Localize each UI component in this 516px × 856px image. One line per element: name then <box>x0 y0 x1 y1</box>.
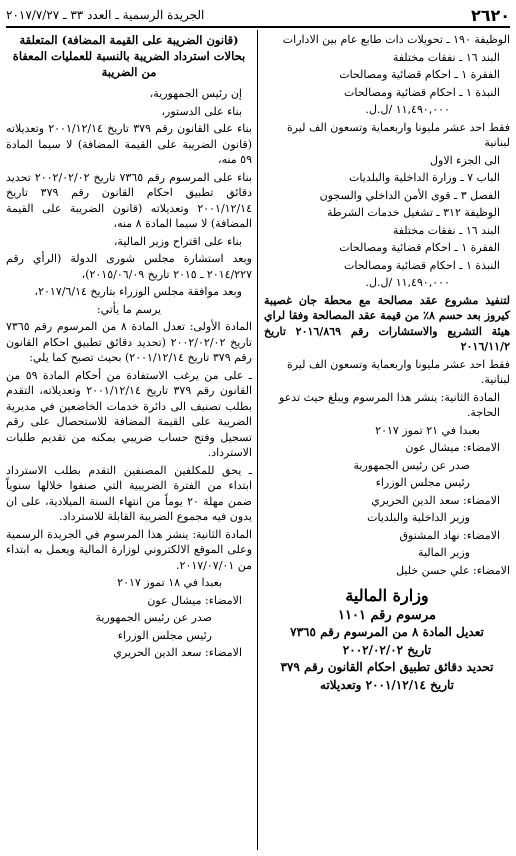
budget-line: البند ١٦ ـ نفقات مختلفة <box>392 50 500 64</box>
journal-title: الجريدة الرسمية ـ العدد ٣٣ ـ ٢٠١٧/٧/٢٧ <box>6 8 205 22</box>
decree-number: مرسوم رقم ١١٠١ <box>338 607 436 623</box>
left-column <box>6 32 252 663</box>
budget-line: الى الجزء الاول <box>430 153 500 167</box>
preamble-line: بناء على الدستور، <box>161 104 242 118</box>
amount-words: فقط احد عشر مليونا واربعماية وتسعون الف ليرة لبنانية. <box>286 357 510 386</box>
signature: الامضاء: ميشال عون <box>405 441 500 454</box>
signature: الامضاء: ميشال عون <box>147 593 242 607</box>
right-column <box>264 32 510 695</box>
article-two: المادة الثانية: ينشر هذا المرسوم في الجريدة الرسمية وعلى الموقع الالكتروني لوزارة المالية ويعمل به ابتداء من ٢٠١٧/٠٧/٠١. <box>6 527 252 572</box>
column-divider <box>257 30 258 850</box>
amount: ١١,٤٩٠,٠٠٠ /ل.ل. <box>365 276 450 289</box>
preamble-line: بناء على القانون رقم ٣٧٩ تاريخ ٢٠٠١/١٢/١٤ وتعديلاته (قانون الضريبة على القيمة المضافة) لا سيما المادة ٥٩ منه، <box>6 122 252 166</box>
issued-by: صدر عن رئيس الجمهورية <box>95 611 212 624</box>
section-title: وزارة المالية <box>345 586 429 605</box>
amount-words: فقط احد عشر مليونا واربعماية وتسعون الف ليرة لبنانية <box>286 120 510 149</box>
page-header <box>6 4 510 28</box>
page-number: ٢٦٢٠ <box>470 5 510 25</box>
decrees-line: يرسم ما يأتي: <box>96 302 162 316</box>
article-two: المادة الثانية: ينشر هذا المرسوم ويبلغ حيث تدعو الحاجة. <box>279 390 500 419</box>
preamble-line: وبعد موافقة مجلس الوزراء بتاريخ ٢٠١٧/٦/١٤، <box>34 285 242 298</box>
preamble-line: بناء على اقتراح وزير المالية، <box>113 234 242 248</box>
decree-subject-title: (قانون الضريبة على القيمة المضافة) المتعلقة بحالات استرداد الضريبة بالنسبة للعمليات المعفاة من الضريبة <box>12 33 246 79</box>
pm-title: رئيس مجلس الوزراء <box>117 628 212 642</box>
clause: ـ على من يرغب الاستفادة من أحكام المادة ٥٩ من القانون رقم ٣٧٩ تاريخ ٢٠٠١/١٢/١٤ وتعديلاته، التقدم بطلب تصنيف الى دائرة خدمات الخاضعين في مديرية الضريبة على القيمة المضافة للاستحصال على رقم تسجيل وفتح حساب ضريبي يمكنه من تقديم طلبات الاسترداد. <box>6 368 252 459</box>
decree-date: بعبدا في ١٨ تموز ٢٠١٧ <box>117 576 222 589</box>
budget-line: الباب ٧ ـ وزارة الداخلية والبلديات <box>349 171 500 184</box>
budget-line: الفقرة ١ ـ احكام قضائية ومصالحات <box>339 241 500 254</box>
decree-date: بعبدا في ٢١ تموز ٢٠١٧ <box>375 423 480 437</box>
issued-by: صدر عن رئيس الجمهورية <box>353 458 470 472</box>
amount: ١١,٤٩٠,٠٠٠ /ل.ل. <box>365 103 450 116</box>
budget-line: البند ١٦ ـ نفقات مختلفة <box>392 223 500 237</box>
budget-line: الوظيفة ٣١٢ ـ تشغيل خدمات الشرطة <box>326 206 500 219</box>
signature: الامضاء: سعد الدين الحريري <box>371 493 500 507</box>
decree-title: تاريخ ٢٠٠١/١٢/١٤ وتعديلاته <box>319 677 455 692</box>
signature: الامضاء: سعد الدين الحريري <box>113 646 242 659</box>
pm-title: رئيس مجلس الوزراء <box>375 476 470 489</box>
budget-line: الفصل ٣ ـ قوى الأمن الداخلي والسجون <box>319 188 500 202</box>
preamble-line: وبعد استشارة مجلس شورى الدولة (الرأي رقم ٢٠١٤/٢٢٧ ـ ٢٠١٥ تاريخ ٢٠١٥/٠٦/٠٩)، <box>6 252 252 281</box>
budget-line: النبذة ١ ـ احكام قضائية ومصالحات <box>344 258 500 272</box>
budget-line: الوظيفة ١٩٠ ـ تحويلات ذات طابع عام بين الادارات <box>282 33 510 46</box>
clause: ـ يحق للمكلفين المصنفين التقدم بطلب الاسترداد ابتداء من الفترة الضريبية التي صنفوا خلالها سنوياً ضمن مهلة ٢٠ يوماً من انتهاء السنة الميلادية، على ان يدون فيه مجموع الضريبة القابلة للاسترداد. <box>6 463 252 523</box>
preamble-line: إن رئيس الجمهورية، <box>149 87 242 100</box>
decree-title: تحديد دقائق تطبيق احكام القانون رقم ٣٧٩ <box>280 660 494 674</box>
preamble-line: بناء على المرسوم رقم ٧٣٦٥ تاريخ ٢٠٠٢/٠٢/٠٢ تحديد دقائق تطبيق احكام القانون رقم ٣٧٩ تاريخ ٢٠٠١/١٢/١٤ وتعديلاته (قانون الضريبة على القيمة المضافة) لا سيما المادة ٨ منه، <box>6 170 252 230</box>
minister-title: وزير المالية <box>418 546 470 559</box>
budget-line: الفقرة ١ ـ احكام قضائية ومصالحات <box>339 68 500 81</box>
signature: الامضاء: علي حسن خليل <box>396 563 510 577</box>
decree-title: تاريخ ٢٠٠٢/٠٢/٠٢ <box>342 642 432 657</box>
article-one: المادة الأولى: تعدل المادة ٨ من المرسوم رقم ٧٣٦٥ تاريخ ٢٠٠٢/٠٢/٠٢ (تحديد دقائق تطبيق احكام القانون رقم ٣٧٩ تاريخ ٢٠٠١/١٢/١٤) بحيث تصبح كما يلي: <box>6 320 252 364</box>
signature: الامضاء: نهاد المشنوق <box>399 528 500 542</box>
decree-title: تعديل المادة ٨ من المرسوم رقم ٧٣٦٥ <box>290 625 484 639</box>
budget-line: النبذة ١ ـ احكام قضائية ومصالحات <box>344 85 500 99</box>
purpose-text: لتنفيذ مشروع عقد مصالحة مع محطة جان غصيبة كيروز بعد حسم ٨٪ من قيمة عقد المصالحة وفقا لراي هيئة التشريع والاستشارات رقم ٢٠١٦/٨٦٩ تاريخ ٢٠١٦/١١/٢ <box>264 293 510 353</box>
minister-title: وزير الداخلية والبلديات <box>367 511 470 524</box>
